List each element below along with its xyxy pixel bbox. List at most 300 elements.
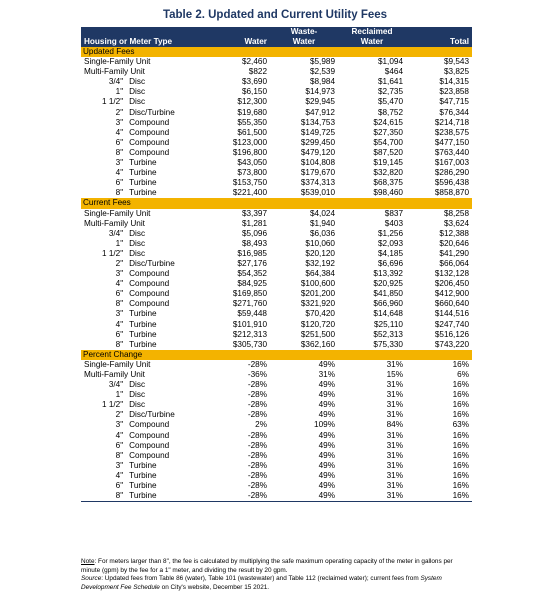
row-indent xyxy=(81,420,99,430)
meter-type: Turbine xyxy=(129,309,157,319)
meter-size: 4" xyxy=(115,168,124,178)
cell-reclaimed: $24,615 xyxy=(373,117,403,127)
cell-water: -28% xyxy=(247,390,267,400)
table-row xyxy=(81,57,472,67)
cell-water: -28% xyxy=(247,380,267,390)
cell-total: $167,003 xyxy=(434,158,469,168)
meter-size: 3/4" xyxy=(108,228,124,238)
meter-type: Disc xyxy=(129,248,146,258)
row-indent xyxy=(81,451,99,461)
meter-size: 4" xyxy=(115,319,124,329)
cell-wastewater: 49% xyxy=(318,390,335,400)
meter-size: 6" xyxy=(115,137,124,147)
cell-total: $47,715 xyxy=(439,97,469,107)
cell-total: 16% xyxy=(452,410,469,420)
cell-water: $84,925 xyxy=(237,279,267,289)
meter-size: 6" xyxy=(115,481,124,491)
meter-type: Compound xyxy=(129,147,170,157)
row-label: Single-Family Unit xyxy=(84,57,151,67)
meter-type: Disc xyxy=(129,390,146,400)
cell-total: $9,543 xyxy=(443,57,469,67)
table-row xyxy=(81,108,472,118)
cell-reclaimed: $1,094 xyxy=(377,57,403,67)
meter-type: Compound xyxy=(129,450,170,460)
meter-type: Compound xyxy=(129,127,170,137)
table-row xyxy=(81,178,472,188)
row-label: Multi-Family Unit xyxy=(84,67,145,77)
table-row xyxy=(81,209,472,219)
meter-type: Turbine xyxy=(129,319,157,329)
cell-water: -28% xyxy=(247,460,267,470)
cell-water: $54,352 xyxy=(237,269,267,279)
cell-wastewater: $20,120 xyxy=(305,248,335,258)
row-indent xyxy=(81,441,99,451)
meter-type: Turbine xyxy=(129,178,157,188)
header-wastewater-line1: Waste- xyxy=(290,27,318,36)
row-indent xyxy=(81,390,99,400)
meter-size: 4" xyxy=(115,127,124,137)
meter-size: 3/4" xyxy=(108,380,124,390)
cell-wastewater: 49% xyxy=(318,359,335,369)
cell-total: $3,825 xyxy=(443,67,469,77)
cell-water: 2% xyxy=(255,420,267,430)
cell-reclaimed: 31% xyxy=(386,450,403,460)
row-indent xyxy=(81,108,99,118)
cell-wastewater: $47,912 xyxy=(305,107,335,117)
cell-total: $41,290 xyxy=(439,248,469,258)
cell-total: 16% xyxy=(452,470,469,480)
table-row xyxy=(81,87,472,97)
cell-total: $238,575 xyxy=(434,127,469,137)
cell-wastewater: $6,036 xyxy=(309,228,335,238)
row-label: Multi-Family Unit xyxy=(84,370,145,379)
table-row xyxy=(81,330,472,340)
cell-wastewater: 49% xyxy=(318,400,335,410)
row-indent xyxy=(81,461,99,471)
table-row xyxy=(81,239,472,249)
cell-water: -28% xyxy=(202,491,270,502)
cell-water: $305,730 xyxy=(232,339,267,349)
row-indent xyxy=(81,299,99,309)
meter-size: 4" xyxy=(115,279,124,289)
cell-wastewater: $374,313 xyxy=(300,178,335,188)
cell-total: 6% xyxy=(457,370,469,379)
meter-type: Turbine xyxy=(129,470,157,480)
cell-water: -28% xyxy=(247,470,267,480)
meter-type: Disc xyxy=(129,380,146,390)
meter-type: Disc xyxy=(129,77,146,87)
cell-reclaimed: $403 xyxy=(384,218,403,228)
cell-total: $858,870 xyxy=(434,188,469,198)
meter-size: 4" xyxy=(115,470,124,480)
meter-size: 2" xyxy=(115,107,124,117)
cell-total: $3,624 xyxy=(443,218,469,228)
cell-total: 16% xyxy=(452,450,469,460)
cell-wastewater: 49% xyxy=(318,430,335,440)
row-indent xyxy=(81,269,99,279)
cell-reclaimed: 31% xyxy=(386,410,403,420)
cell-wastewater: $29,945 xyxy=(305,97,335,107)
meter-size: 3" xyxy=(115,420,124,430)
cell-water: $271,760 xyxy=(232,299,267,309)
row-indent xyxy=(81,87,99,97)
cell-water: -28% xyxy=(247,440,267,450)
section-header-row xyxy=(81,198,472,208)
cell-wastewater: $32,192 xyxy=(305,258,335,268)
table-row xyxy=(81,380,472,390)
table-row xyxy=(81,229,472,239)
meter-type: Turbine xyxy=(129,168,157,178)
table-row xyxy=(81,77,472,87)
row-indent xyxy=(81,118,99,128)
meter-size: 8" xyxy=(115,188,124,198)
cell-water: $169,850 xyxy=(232,289,267,299)
cell-reclaimed: $14,648 xyxy=(373,309,403,319)
cell-water: -28% xyxy=(247,481,267,491)
table-row xyxy=(81,188,472,198)
cell-reclaimed: $5,470 xyxy=(377,97,403,107)
meter-type: Turbine xyxy=(129,188,157,198)
cell-reclaimed: $87,520 xyxy=(373,147,403,157)
header-reclaimed-line2: Water xyxy=(360,37,384,46)
cell-total: $763,440 xyxy=(434,147,469,157)
cell-water: $1,281 xyxy=(241,218,267,228)
cell-water: $123,000 xyxy=(232,137,267,147)
note-text: : For meters larger than 8", the fee is calculated by multiplying the safe maximum operating capacity of the meter in gallons per minute (gpm) by the fee for a 1" meter, and dividing the result by 20 gpm. xyxy=(81,558,453,574)
cell-water: $59,448 xyxy=(237,309,267,319)
table-row xyxy=(81,400,472,410)
table-row xyxy=(81,420,472,430)
header-type: Housing or Meter Type xyxy=(81,27,202,47)
meter-size: 6" xyxy=(115,178,124,188)
cell-total: $743,220 xyxy=(434,339,469,349)
cell-reclaimed: $2,093 xyxy=(377,238,403,248)
meter-type: Disc/Turbine xyxy=(129,107,175,117)
table-row xyxy=(81,320,472,330)
cell-total: 16% xyxy=(452,481,469,491)
cell-water: $6,150 xyxy=(241,87,267,97)
cell-wastewater: $299,450 xyxy=(300,137,335,147)
cell-total: 16% xyxy=(452,430,469,440)
cell-wastewater: $100,600 xyxy=(300,279,335,289)
source-label: Source xyxy=(81,575,102,583)
cell-reclaimed: $75,330 xyxy=(373,339,403,349)
cell-water: -28% xyxy=(247,410,267,420)
cell-wastewater: 49% xyxy=(318,440,335,450)
row-indent xyxy=(81,97,99,107)
source-italic: System Development Fee Schedule xyxy=(81,575,442,591)
cell-reclaimed: $1,256 xyxy=(377,228,403,238)
table-row xyxy=(81,269,472,279)
cell-wastewater: $70,420 xyxy=(305,309,335,319)
cell-reclaimed: $6,696 xyxy=(377,258,403,268)
cell-wastewater: $251,500 xyxy=(300,329,335,339)
cell-water: $43,050 xyxy=(237,158,267,168)
cell-water: -28% xyxy=(247,400,267,410)
meter-type: Turbine xyxy=(129,329,157,339)
cell-total: $412,900 xyxy=(434,289,469,299)
cell-total: $247,740 xyxy=(434,319,469,329)
cell-reclaimed: $54,700 xyxy=(373,137,403,147)
cell-wastewater: $179,670 xyxy=(300,168,335,178)
cell-wastewater: $134,753 xyxy=(300,117,335,127)
cell-water: $196,800 xyxy=(232,147,267,157)
cell-reclaimed: $8,752 xyxy=(377,107,403,117)
row-indent xyxy=(81,239,99,249)
table-row xyxy=(81,168,472,178)
row-indent xyxy=(81,128,99,138)
table-row xyxy=(81,471,472,481)
meter-type: Disc xyxy=(129,228,146,238)
cell-total: 16% xyxy=(406,491,472,502)
cell-wastewater: $321,920 xyxy=(300,299,335,309)
meter-size: 3/4" xyxy=(108,77,124,87)
header-water: Water xyxy=(202,27,270,47)
cell-total: $144,516 xyxy=(434,309,469,319)
row-indent xyxy=(81,138,99,148)
cell-total: $12,388 xyxy=(439,228,469,238)
cell-water: $5,096 xyxy=(241,228,267,238)
meter-size: 6" xyxy=(115,440,124,450)
meter-size: 3" xyxy=(115,117,124,127)
cell-reclaimed: $20,925 xyxy=(373,279,403,289)
cell-water: $19,680 xyxy=(237,107,267,117)
cell-total: $660,640 xyxy=(434,299,469,309)
cell-total: 16% xyxy=(452,390,469,400)
meter-size: 1 1/2" xyxy=(102,400,124,410)
cell-water: $212,313 xyxy=(232,329,267,339)
section-header-row xyxy=(81,350,472,360)
row-label: Multi-Family Unit xyxy=(84,218,145,228)
cell-reclaimed: $66,960 xyxy=(373,299,403,309)
cell-total: $206,450 xyxy=(434,279,469,289)
cell-total: $8,258 xyxy=(443,208,469,218)
row-indent xyxy=(81,400,99,410)
table-row xyxy=(81,279,472,289)
table-row xyxy=(81,370,472,380)
table-row xyxy=(81,491,472,502)
cell-reclaimed: 31% xyxy=(386,481,403,491)
cell-water: -28% xyxy=(247,430,267,440)
meter-type: Compound xyxy=(129,289,170,299)
note-label: Note xyxy=(81,558,95,565)
cell-total: $66,064 xyxy=(439,258,469,268)
cell-water: $3,690 xyxy=(241,77,267,87)
row-indent xyxy=(81,330,99,340)
cell-total: $516,126 xyxy=(434,329,469,339)
table-row xyxy=(81,219,472,229)
cell-reclaimed: 31% xyxy=(386,390,403,400)
meter-size: 6" xyxy=(115,329,124,339)
table-header xyxy=(81,27,472,47)
table-row xyxy=(81,97,472,107)
cell-wastewater: 49% xyxy=(318,450,335,460)
row-indent xyxy=(81,471,99,481)
meter-size: 1" xyxy=(115,238,124,248)
row-indent xyxy=(81,279,99,289)
cell-wastewater: 49% xyxy=(318,460,335,470)
cell-total: $132,128 xyxy=(434,269,469,279)
cell-reclaimed: 31% xyxy=(386,470,403,480)
row-indent xyxy=(81,259,99,269)
cell-reclaimed: $13,392 xyxy=(373,269,403,279)
cell-wastewater: 49% xyxy=(318,380,335,390)
header-wastewater xyxy=(270,27,338,47)
header-wastewater-line2: Water xyxy=(292,37,316,46)
meter-type: Compound xyxy=(129,299,170,309)
meter-type: Compound xyxy=(129,420,170,430)
cell-water: $12,300 xyxy=(237,97,267,107)
cell-total: 16% xyxy=(452,380,469,390)
cell-wastewater: $1,940 xyxy=(309,218,335,228)
header-reclaimed-line1: Reclaimed xyxy=(351,27,393,36)
row-indent xyxy=(81,249,99,259)
cell-wastewater: $4,024 xyxy=(309,208,335,218)
row-indent xyxy=(81,229,99,239)
meter-type: Disc xyxy=(129,238,146,248)
cell-reclaimed: $464 xyxy=(384,67,403,77)
cell-reclaimed: 84% xyxy=(386,420,403,430)
cell-water: $73,800 xyxy=(237,168,267,178)
meter-size: 1" xyxy=(115,87,124,97)
row-indent xyxy=(81,481,99,491)
cell-wastewater: $149,725 xyxy=(300,127,335,137)
cell-total: 16% xyxy=(452,400,469,410)
cell-total: $214,718 xyxy=(434,117,469,127)
meter-type: Compound xyxy=(129,117,170,127)
row-label: Single-Family Unit xyxy=(84,359,151,369)
cell-wastewater: $8,984 xyxy=(309,77,335,87)
cell-reclaimed: $41,850 xyxy=(373,289,403,299)
table-row xyxy=(81,118,472,128)
meter-type: Compound xyxy=(129,430,170,440)
source-text-2: on City's website, December 15 2021. xyxy=(159,583,270,591)
meter-type: Disc/Turbine xyxy=(129,258,175,268)
table-title: Table 2. Updated and Current Utility Fees xyxy=(162,9,388,21)
table-row xyxy=(81,158,472,168)
table-body xyxy=(81,47,472,502)
section-label: Current Fees xyxy=(81,198,472,208)
cell-water: $16,985 xyxy=(237,248,267,258)
cell-total: $14,315 xyxy=(439,77,469,87)
meter-type: Turbine xyxy=(129,158,157,168)
cell-water: $101,910 xyxy=(232,319,267,329)
cell-wastewater: 49% xyxy=(270,491,338,502)
row-indent xyxy=(81,491,99,502)
row-indent xyxy=(81,188,99,198)
cell-water: -36% xyxy=(247,370,267,379)
meter-size: 1" xyxy=(115,390,124,400)
meter-size: 3" xyxy=(115,158,124,168)
table-row xyxy=(81,309,472,319)
row-label: Single-Family Unit xyxy=(84,208,151,218)
section-header-row xyxy=(81,47,472,57)
cell-water: $55,350 xyxy=(237,117,267,127)
cell-wastewater: 49% xyxy=(318,481,335,491)
utility-fees-table xyxy=(81,27,472,502)
section-label: Updated Fees xyxy=(81,47,472,57)
cell-reclaimed: 31% xyxy=(386,460,403,470)
table-row xyxy=(81,259,472,269)
row-indent xyxy=(81,148,99,158)
cell-reclaimed: $1,641 xyxy=(377,77,403,87)
row-indent xyxy=(81,380,99,390)
cell-reclaimed: 31% xyxy=(386,359,403,369)
cell-total: 16% xyxy=(452,359,469,369)
row-indent xyxy=(81,168,99,178)
cell-wastewater: $2,539 xyxy=(309,67,335,77)
cell-total: $286,290 xyxy=(434,168,469,178)
cell-wastewater: 49% xyxy=(318,470,335,480)
cell-total: $596,438 xyxy=(434,178,469,188)
meter-type: Turbine xyxy=(129,460,157,470)
cell-reclaimed: 31% xyxy=(386,400,403,410)
meter-size: 8" xyxy=(115,147,124,157)
cell-total: $23,858 xyxy=(439,87,469,97)
cell-wastewater: $14,973 xyxy=(305,87,335,97)
row-indent xyxy=(81,178,99,188)
cell-reclaimed: 31% xyxy=(386,430,403,440)
table-row xyxy=(81,451,472,461)
row-indent xyxy=(81,289,99,299)
cell-wastewater: $539,010 xyxy=(300,188,335,198)
table-notes xyxy=(81,558,472,592)
meter-size: 3" xyxy=(115,269,124,279)
meter-type: Turbine xyxy=(126,491,202,502)
meter-size: 6" xyxy=(115,289,124,299)
cell-wastewater: $362,160 xyxy=(300,339,335,349)
cell-water: -28% xyxy=(247,359,267,369)
meter-size: 1 1/2" xyxy=(102,248,124,258)
cell-reclaimed: $837 xyxy=(384,208,403,218)
cell-wastewater: 31% xyxy=(318,370,335,379)
cell-reclaimed: 31% xyxy=(338,491,406,502)
table-row xyxy=(81,410,472,420)
cell-reclaimed: $98,460 xyxy=(373,188,403,198)
cell-wastewater: $120,720 xyxy=(300,319,335,329)
cell-reclaimed: $2,735 xyxy=(377,87,403,97)
meter-size: 2" xyxy=(115,258,124,268)
meter-size: 2" xyxy=(115,410,124,420)
cell-reclaimed: 31% xyxy=(386,440,403,450)
row-indent xyxy=(81,309,99,319)
cell-water: $8,493 xyxy=(241,238,267,248)
table-row xyxy=(81,289,472,299)
table-row xyxy=(81,431,472,441)
table-row xyxy=(81,481,472,491)
row-indent xyxy=(81,431,99,441)
cell-wastewater: 109% xyxy=(314,420,335,430)
cell-total: 16% xyxy=(452,460,469,470)
cell-total: $76,344 xyxy=(439,107,469,117)
cell-water: $61,500 xyxy=(237,127,267,137)
cell-wastewater: $479,120 xyxy=(300,147,335,157)
meter-size: 3" xyxy=(115,309,124,319)
cell-reclaimed: $32,820 xyxy=(373,168,403,178)
meter-size: 8" xyxy=(115,450,124,460)
table-row xyxy=(81,299,472,309)
note-paragraph xyxy=(81,558,472,575)
meter-type: Disc/Turbine xyxy=(129,410,175,420)
table-row xyxy=(81,340,472,350)
meter-size: 4" xyxy=(115,430,124,440)
meter-size: 3" xyxy=(115,460,124,470)
table-row xyxy=(81,67,472,77)
cell-water: $27,176 xyxy=(237,258,267,268)
table-row xyxy=(81,390,472,400)
meter-type: Compound xyxy=(129,269,170,279)
cell-reclaimed: $4,185 xyxy=(377,248,403,258)
